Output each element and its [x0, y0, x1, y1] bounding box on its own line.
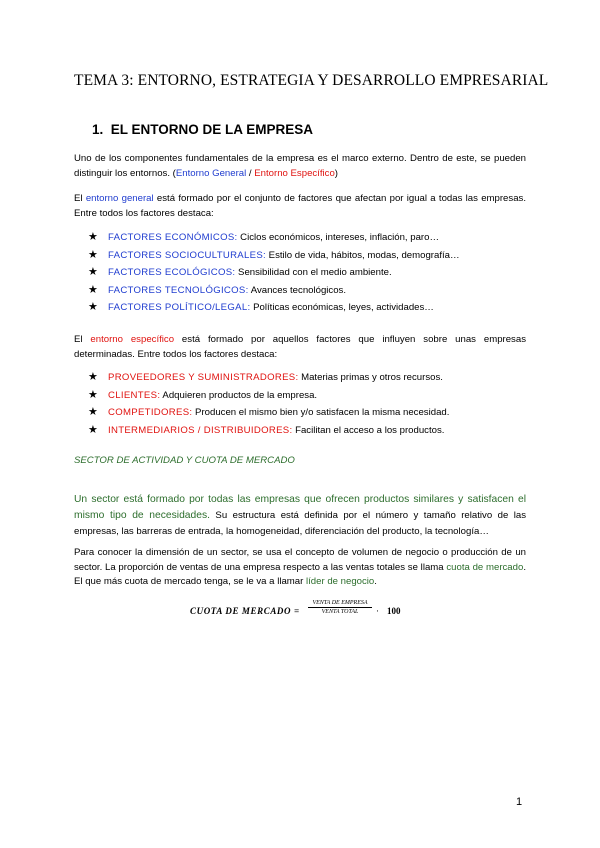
especifico-post: está formado por aquellos factores que influyen sobre unas empresas determinadas. Entre todos los factores destaca: — [74, 334, 526, 360]
star-icon: ★ — [88, 283, 98, 296]
list-item — [88, 422, 528, 440]
formula-factor: 100 — [387, 606, 401, 616]
factor-desc: Políticas económicas, leyes, actividades… — [250, 302, 434, 314]
factor-label: FACTORES ECONÓMICOS: — [108, 232, 238, 243]
link-entorno-especifico[interactable]: Entorno Específico — [254, 167, 335, 179]
formula-numerator: VENTA DE EMPRESA — [308, 600, 372, 608]
term-entorno-especifico: entorno específico — [90, 334, 175, 345]
star-icon: ★ — [88, 231, 98, 243]
formula-denominator: VENTA TOTAL — [321, 609, 359, 615]
general-pre: El — [74, 193, 86, 204]
document-title: TEMA 3: ENTORNO, ESTRATEGIA Y DESARROLLO EMPRESARIAL — [74, 72, 549, 89]
list-item — [88, 229, 528, 247]
formula-lhs: CUOTA DE MERCADO = — [190, 606, 300, 616]
sector-paragraph — [74, 492, 526, 540]
list-item — [88, 387, 528, 405]
section-heading — [92, 122, 313, 137]
star-icon: ★ — [88, 371, 98, 383]
especifico-factor-list — [88, 369, 528, 439]
intro-separator: / — [246, 167, 255, 179]
term-lider-de-negocio: líder de negocio — [305, 576, 375, 587]
star-icon: ★ — [88, 248, 98, 261]
factor-desc: Adquieren productos de la empresa. — [160, 389, 318, 401]
factor-desc: Producen el mismo bien y/o satisfacen la misma necesidad. — [192, 407, 450, 419]
star-icon: ★ — [88, 301, 98, 314]
factor-label: INTERMEDIARIOS / DISTRIBUIDORES: — [108, 424, 293, 436]
factor-label: CLIENTES: — [108, 389, 161, 401]
list-item — [88, 369, 528, 387]
sector-definition: Un sector está formado por todas las empresas que ofrecen productos similares y satisfacen el mismo tipo de necesidades. — [74, 494, 526, 521]
market-share-paragraph — [74, 546, 526, 590]
factor-label: FACTORES TECNOLÓGICOS: — [108, 284, 249, 296]
especifico-pre: El — [74, 334, 91, 345]
list-item — [88, 404, 528, 422]
factor-desc: Estilo de vida, hábitos, modas, demografía… — [266, 249, 460, 261]
factor-desc: Ciclos económicos, intereses, inflación, paro… — [237, 232, 440, 243]
link-entorno-general[interactable]: Entorno General — [175, 167, 247, 179]
intro-close: ) — [334, 167, 338, 179]
factor-desc: Sensibilidad con el medio ambiente. — [235, 267, 392, 279]
section-title: EL ENTORNO DE LA EMPRESA — [110, 122, 314, 137]
sector-structure: Su estructura está definida por el número y tamaño relativo de las empresas, las barreras de entrada, la homogeneidad, diferenciación del producto, la tecnología… — [74, 510, 526, 537]
star-icon: ★ — [88, 388, 98, 401]
general-factor-list — [88, 229, 528, 317]
general-paragraph — [74, 192, 526, 221]
star-icon: ★ — [88, 406, 98, 419]
especifico-paragraph — [74, 333, 526, 362]
intro-text: Uno de los componentes fundamentales de la empresa es el marco externo. Dentro de este, se pueden distinguir los entornos. ( — [74, 153, 526, 179]
page-number: 1 — [516, 796, 523, 808]
general-post: está formado por el conjunto de factores que afectan por igual a todas las empresas. Entre todos los factores destaca: — [74, 193, 526, 219]
star-icon: ★ — [88, 423, 98, 436]
list-item — [88, 282, 528, 300]
factor-label: FACTORES SOCIOCULTURALES: — [108, 249, 267, 261]
factor-label: FACTORES ECOLÓGICOS: — [108, 267, 236, 279]
subsection-heading: SECTOR DE ACTIVIDAD Y CUOTA DE MERCADO — [74, 455, 295, 466]
factor-label: COMPETIDORES: — [108, 407, 193, 419]
formula-times: · — [376, 606, 379, 616]
term-entorno-general: entorno general — [85, 193, 154, 204]
factor-desc: Materias primas y otros recursos. — [298, 372, 443, 383]
star-icon: ★ — [88, 266, 98, 279]
intro-paragraph — [74, 152, 526, 181]
formula-fraction — [308, 600, 372, 615]
factor-desc: Avances tecnológicos. — [248, 284, 347, 296]
term-cuota-de-mercado: cuota de mercado — [446, 561, 524, 573]
list-item — [88, 247, 528, 265]
factor-desc: Facilitan el acceso a los productos. — [292, 424, 445, 436]
market-share-end: . — [374, 576, 377, 587]
market-share-mid: . El que más cuota de mercado tenga, se le va a llamar — [74, 561, 526, 587]
list-item — [88, 299, 528, 317]
section-number: 1. — [92, 122, 104, 137]
market-share-text: Para conocer la dimensión de un sector, se usa el concepto de volumen de negocio o producción de un sector. La proporción de ventas de una empresa respecto a las ventas totales se llama — [74, 547, 526, 573]
list-item — [88, 264, 528, 282]
factor-label: FACTORES POLÍTICO/LEGAL: — [108, 302, 251, 314]
factor-label: PROVEEDORES Y SUMINISTRADORES: — [108, 372, 299, 383]
market-share-formula — [190, 598, 450, 626]
